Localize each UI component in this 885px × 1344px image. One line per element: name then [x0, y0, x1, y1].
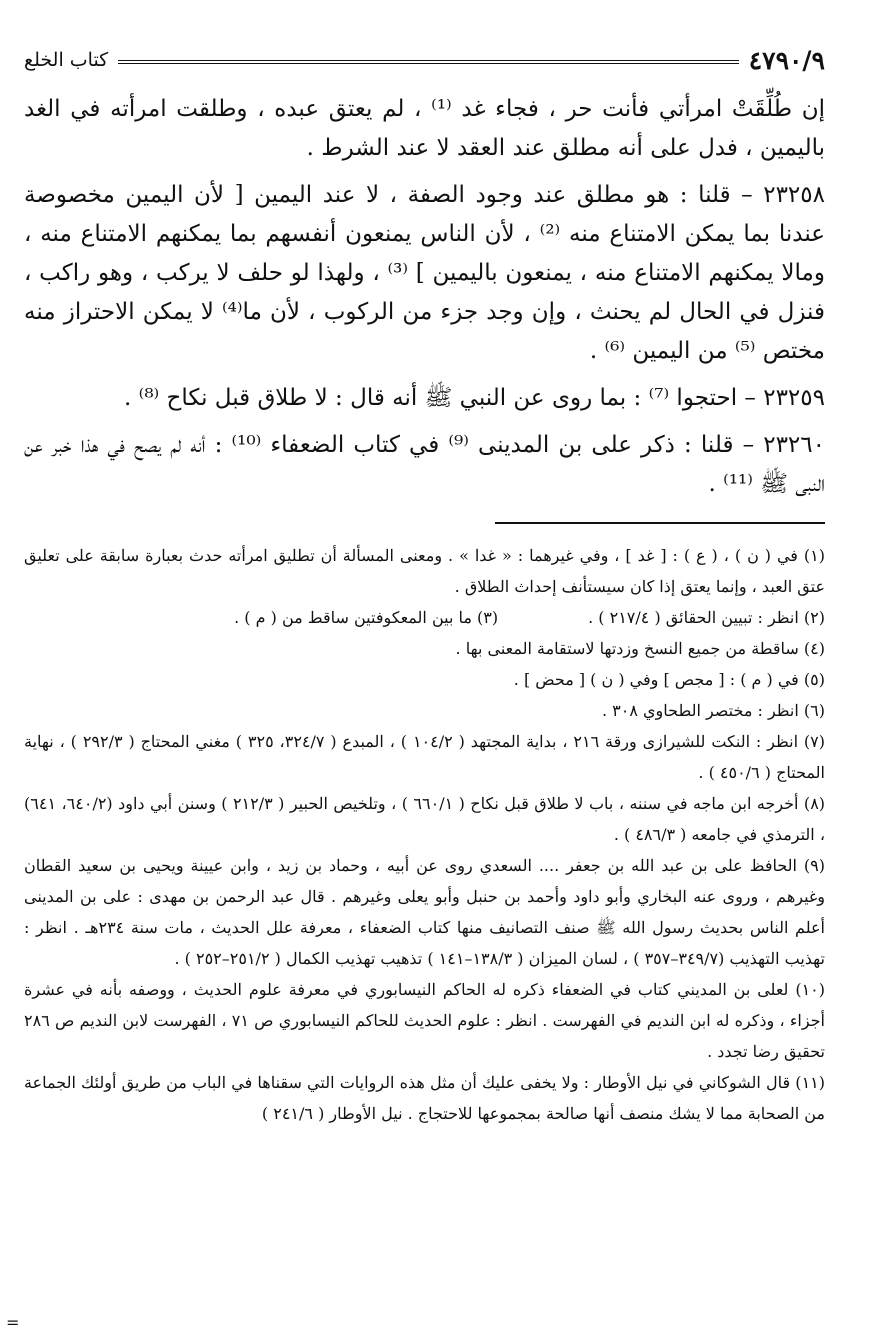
paragraph: ٢٣٢٥٩ – احتجوا ⁽⁷⁾ : بما روى عن النبي ﷺ أنه قال : لا طلاق قبل نكاح ⁽⁸⁾ . [124, 385, 825, 411]
footnote: (٧) انظر : النكت للشيرازى ورقة ٢١٦ ، بداية المجتهد ( ١٠٤/٢ ) ، المبدع ( ٣٢٤/٧، ٣٢٥ ) مغني المحتاج ( ٢٩٢/٣ ) ، نهاية المحتاج ( ٤٥٠/٦ ) . [24, 732, 826, 782]
paragraph: إن طُلِّقَتْ امرأتي فأنت حر ، فجاء غد ⁽¹⁾ ، لم يعتق عبده ، وطلقت امرأته في الغد باليمين ، فدل على أنه مطلق عند العقد لا عند الشرط . [24, 96, 825, 161]
main-text [24, 90, 825, 504]
book-title: كتاب الخلع [24, 49, 109, 71]
footnote: (٥) في ( م ) : [ مجص ] وفي ( ن ) [ محض ] . [513, 670, 825, 689]
footnote: (٩) الحافظ على بن عبد الله بن جعفر .... السعدي روى عن أبيه ، وحماد بن زيد ، وابن عيينة ويحيى بن سعيد القطان وغيرهم ، وروى عنه البخاري وأبو داود وأحمد بن حنبل وأبو يعلى وغيرهم . قال عبد الرحمن بن مهدى : على بن المدينى أعلم الناس بحديث رسول الله ﷺ صنف التصانيف منها كتاب الضعفاء ، معرفة علل الحديث ، مات سنة ٢٣٤هـ . انظر : تهذيب التهذيب (٣٤٩/٧–٣٥٧ ) ، لسان الميزان ( ١٣٨/٣–١٤١ ) تذهيب تهذيب الكمال ( ٢٥١/٢–٢٥٢ ) . [24, 856, 826, 968]
footnotes [24, 540, 825, 1129]
footnote-separator [495, 522, 825, 524]
header-rule [118, 60, 738, 64]
page-number: ٤٧٩٠/٩ [748, 45, 825, 75]
paragraph: ٢٣٢٥٨ – قلنا : هو مطلق عند وجود الصفة ، لا عند اليمين [ لأن اليمين مخصوصة عندنا بما يمكن الامتناع منه ⁽²⁾ ، لأن الناس يمنعون أنفسهم بما يمكنهم الامتناع منه ، ومالا يمكنهم الامتناع منه ، يمنعون باليمين ] ⁽³⁾ ، ولهذا لو حلف لا يركب ، وهو راكب ، فنزل في الحال لم يحنث ، وإن وجد جزء من الركوب ، لأن ما⁽⁴⁾ لا يمكن الاحتراز منه مختص ⁽⁵⁾ من اليمين ⁽⁶⁾ . [24, 182, 826, 364]
footnote: (٤) ساقطة من جميع النسخ وزدتها لاستقامة المعنى بها . [455, 639, 825, 658]
page-header [24, 40, 825, 80]
footnote: (٨) أخرجه ابن ماجه في سننه ، باب لا طلاق قبل نكاح ( ٦٦٠/١ ) ، وتلخيص الحبير ( ٢١٢/٣ ) وسنن أبي داود (٦٤٠/٢، ٦٤١) ، الترمذي في جامعه ( ٤٨٦/٣ ) . [24, 794, 826, 844]
footnote: (٦) انظر : مختصر الطحاوي ٣٠٨ . [601, 701, 825, 720]
footnote: (١١) قال الشوكاني في نيل الأوطار : ولا يخفى عليك أن مثل هذه الروايات التي سقناها في الباب من طريق أولئك الجماعة من الصحابة مما لا يشك منصف أنها صالحة بمجموعها للاحتجاج . نيل الأوطار ( ٢٤١/٦ ) [24, 1073, 825, 1123]
footnote: (١) في ( ن ) ، ( ع ) : [ غد ] ، وفي غيرهما : « غدا » . ومعنى المسألة أن تطليق امرأته حدث بعبارة سابقة على تعليق عتق العبد ، وإنما يعتق إذا كان سيستأنف إحداث الطلاق . [24, 546, 825, 596]
footnote: (٢) انظر : تبيين الحقائق ( ٢١٧/٤ ) . [588, 608, 825, 627]
paragraph: ٢٣٢٦٠ – قلنا : ذكر على بن المدينى ⁽⁹⁾ في كتاب الضعفاء ⁽¹⁰⁾ : أنه لم يصح في هذا خبر عن النبى ﷺ ⁽¹¹⁾ . [24, 432, 825, 497]
continuation-marker: = [6, 1313, 20, 1332]
footnote: (٣) ما بين المعكوفتين ساقط من ( م ) . [234, 608, 499, 627]
footnote-pair [24, 602, 825, 633]
footnote: (١٠) لعلى بن المديني كتاب في الضعفاء ذكره له الحاكم النيسابوري في معرفة علوم الحديث ، ووصفه بأنه في عشرة أجزاء ، وذكره له ابن النديم في الفهرست . انظر : علوم الحديث للحاكم النيسابوري ص ٧١ ، الفهرست لابن النديم ص ٢٨٦ تحقيق رضا تجدد . [24, 980, 825, 1061]
